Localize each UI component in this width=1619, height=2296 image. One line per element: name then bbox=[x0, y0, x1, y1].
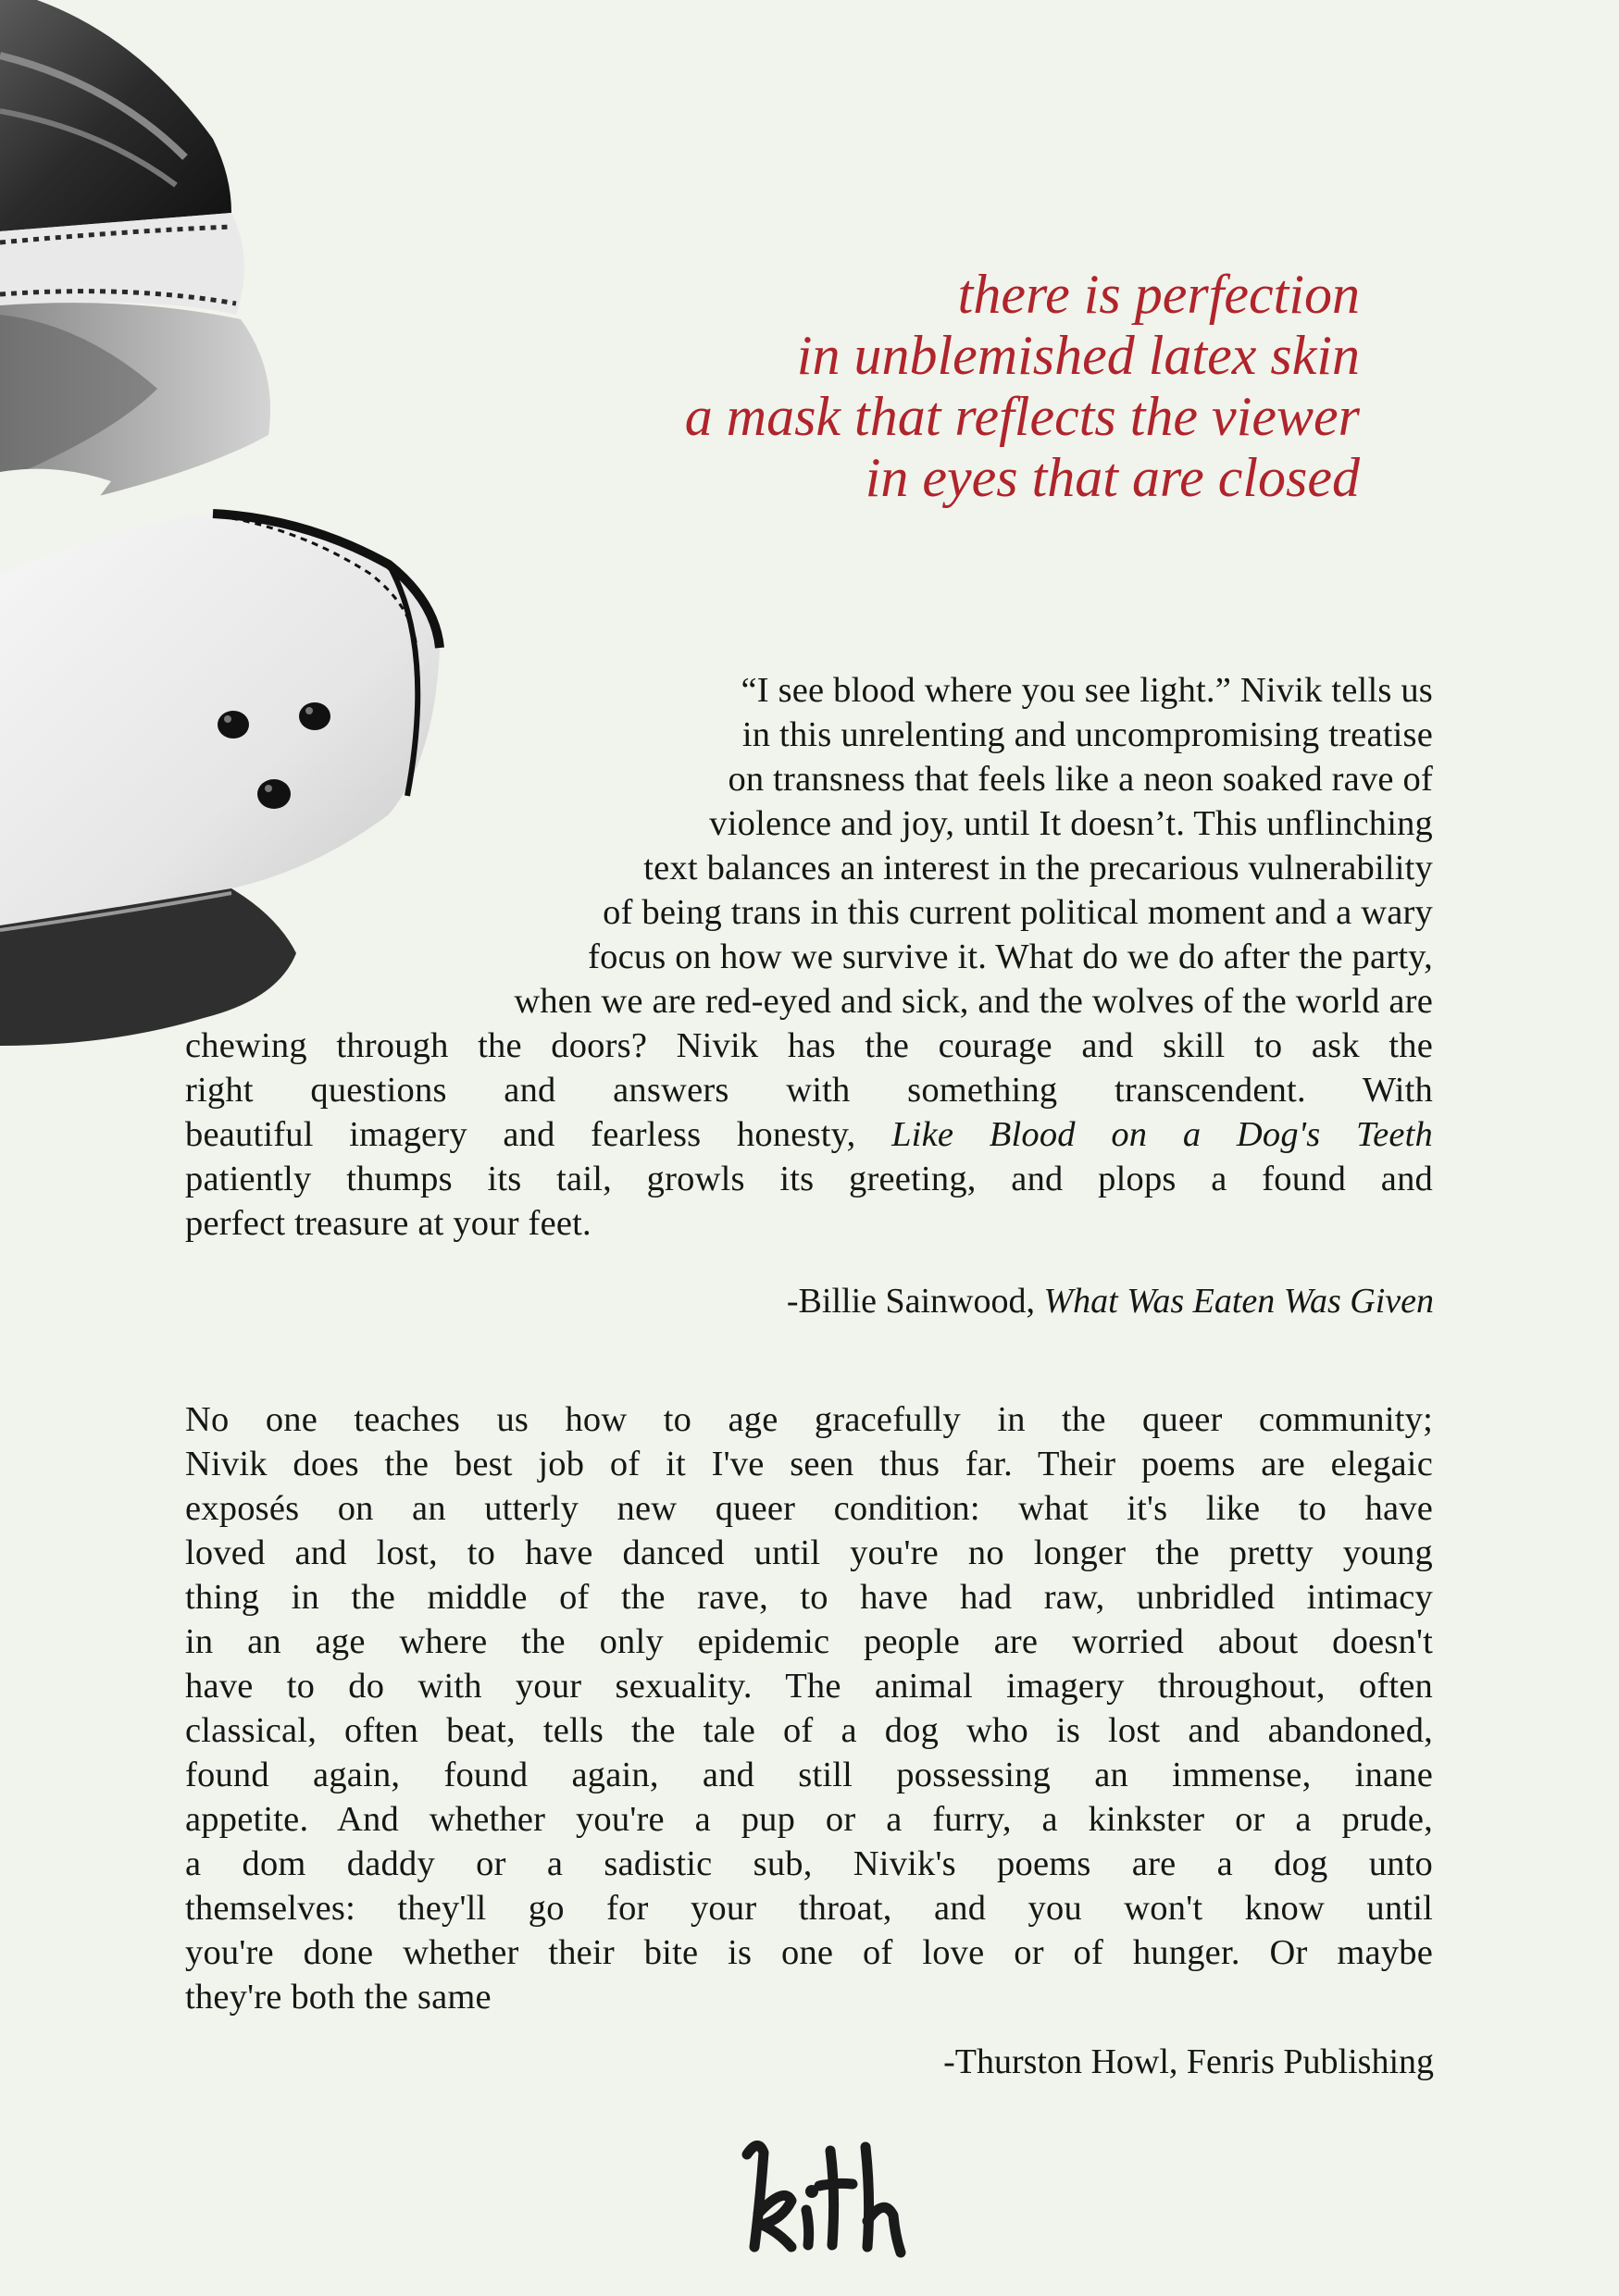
epigraph bbox=[434, 264, 1360, 508]
review-line: perfect treasure at your feet. bbox=[185, 1204, 592, 1243]
review-line: “I see blood where you see light.” Nivik tells us bbox=[741, 671, 1433, 710]
review-line: a dom daddy or a sadistic sub, Nivik's poems are a dog unto bbox=[185, 1844, 1433, 1883]
epigraph-line: a mask that reflects the viewer bbox=[684, 386, 1360, 447]
epigraph-line: in eyes that are closed bbox=[865, 447, 1360, 508]
review-line: beautiful imagery and fearless honesty, bbox=[185, 1115, 856, 1154]
review-line: on transness that feels like a neon soaked rave of bbox=[728, 760, 1433, 799]
review-line: exposés on an utterly new queer condition: what it's like to have bbox=[185, 1489, 1433, 1528]
review-line: appetite. And whether you're a pup or a furry, a kinkster or a prude, bbox=[185, 1800, 1433, 1839]
attribution-howl: -Thurston Howl, Fenris Publishing bbox=[943, 2042, 1434, 2081]
review-line: right questions and answers with something transcendent. With bbox=[185, 1071, 1433, 1110]
review-howl bbox=[185, 1397, 1433, 2019]
review-line: found again, found again, and still possessing an immense, inane bbox=[185, 1756, 1433, 1794]
review-line: you're done whether their bite is one of love or of hunger. Or maybe bbox=[185, 1933, 1433, 1972]
review-line: violence and joy, until It doesn’t. This unflinching bbox=[709, 804, 1433, 843]
attribution-work: What Was Eaten Was Given bbox=[1043, 1282, 1434, 1321]
review-line: focus on how we survive it. What do we do after the party, bbox=[588, 937, 1433, 976]
review-sainwood bbox=[185, 668, 1433, 1246]
review-line: in an age where the only epidemic people are worried about doesn't bbox=[185, 1622, 1433, 1661]
epigraph-line: in unblemished latex skin bbox=[796, 325, 1360, 386]
review-line: classical, often beat, tells the tale of a dog who is lost and abandoned, bbox=[185, 1711, 1433, 1750]
review-line: chewing through the doors? Nivik has the courage and skill to ask the bbox=[185, 1026, 1433, 1065]
review-line: text balances an interest in the precarious vulnerability bbox=[643, 849, 1433, 887]
book-title: Like Blood on a Dog's Teeth bbox=[891, 1115, 1434, 1154]
review-line: when we are red-eyed and sick, and the wolves of the world are bbox=[514, 982, 1433, 1021]
attribution-name: -Billie Sainwood, bbox=[786, 1282, 1035, 1321]
kith-logo bbox=[727, 2128, 912, 2272]
review-line: loved and lost, to have danced until you're no longer the pretty young bbox=[185, 1533, 1433, 1572]
review-line: thing in the middle of the rave, to have had raw, unbridled intimacy bbox=[185, 1578, 1433, 1617]
epigraph-line: there is perfection bbox=[957, 264, 1360, 325]
attribution-sainwood bbox=[787, 1279, 1434, 1323]
review-line-with-title bbox=[185, 1112, 1433, 1157]
review-line: they're both the same bbox=[185, 1978, 492, 2017]
review-line: patiently thumps its tail, growls its greeting, and plops a found and bbox=[185, 1160, 1433, 1198]
review-line: of being trans in this current political moment and a wary bbox=[603, 893, 1433, 932]
review-line: No one teaches us how to age gracefully in the queer community; bbox=[185, 1400, 1433, 1439]
review-line: themselves: they'll go for your throat, and you won't know until bbox=[185, 1889, 1433, 1928]
review-line: Nivik does the best job of it I've seen thus far. Their poems are elegaic bbox=[185, 1445, 1433, 1483]
review-line: in this unrelenting and uncompromising treatise bbox=[741, 715, 1433, 754]
review-line: have to do with your sexuality. The animal imagery throughout, often bbox=[185, 1667, 1433, 1706]
